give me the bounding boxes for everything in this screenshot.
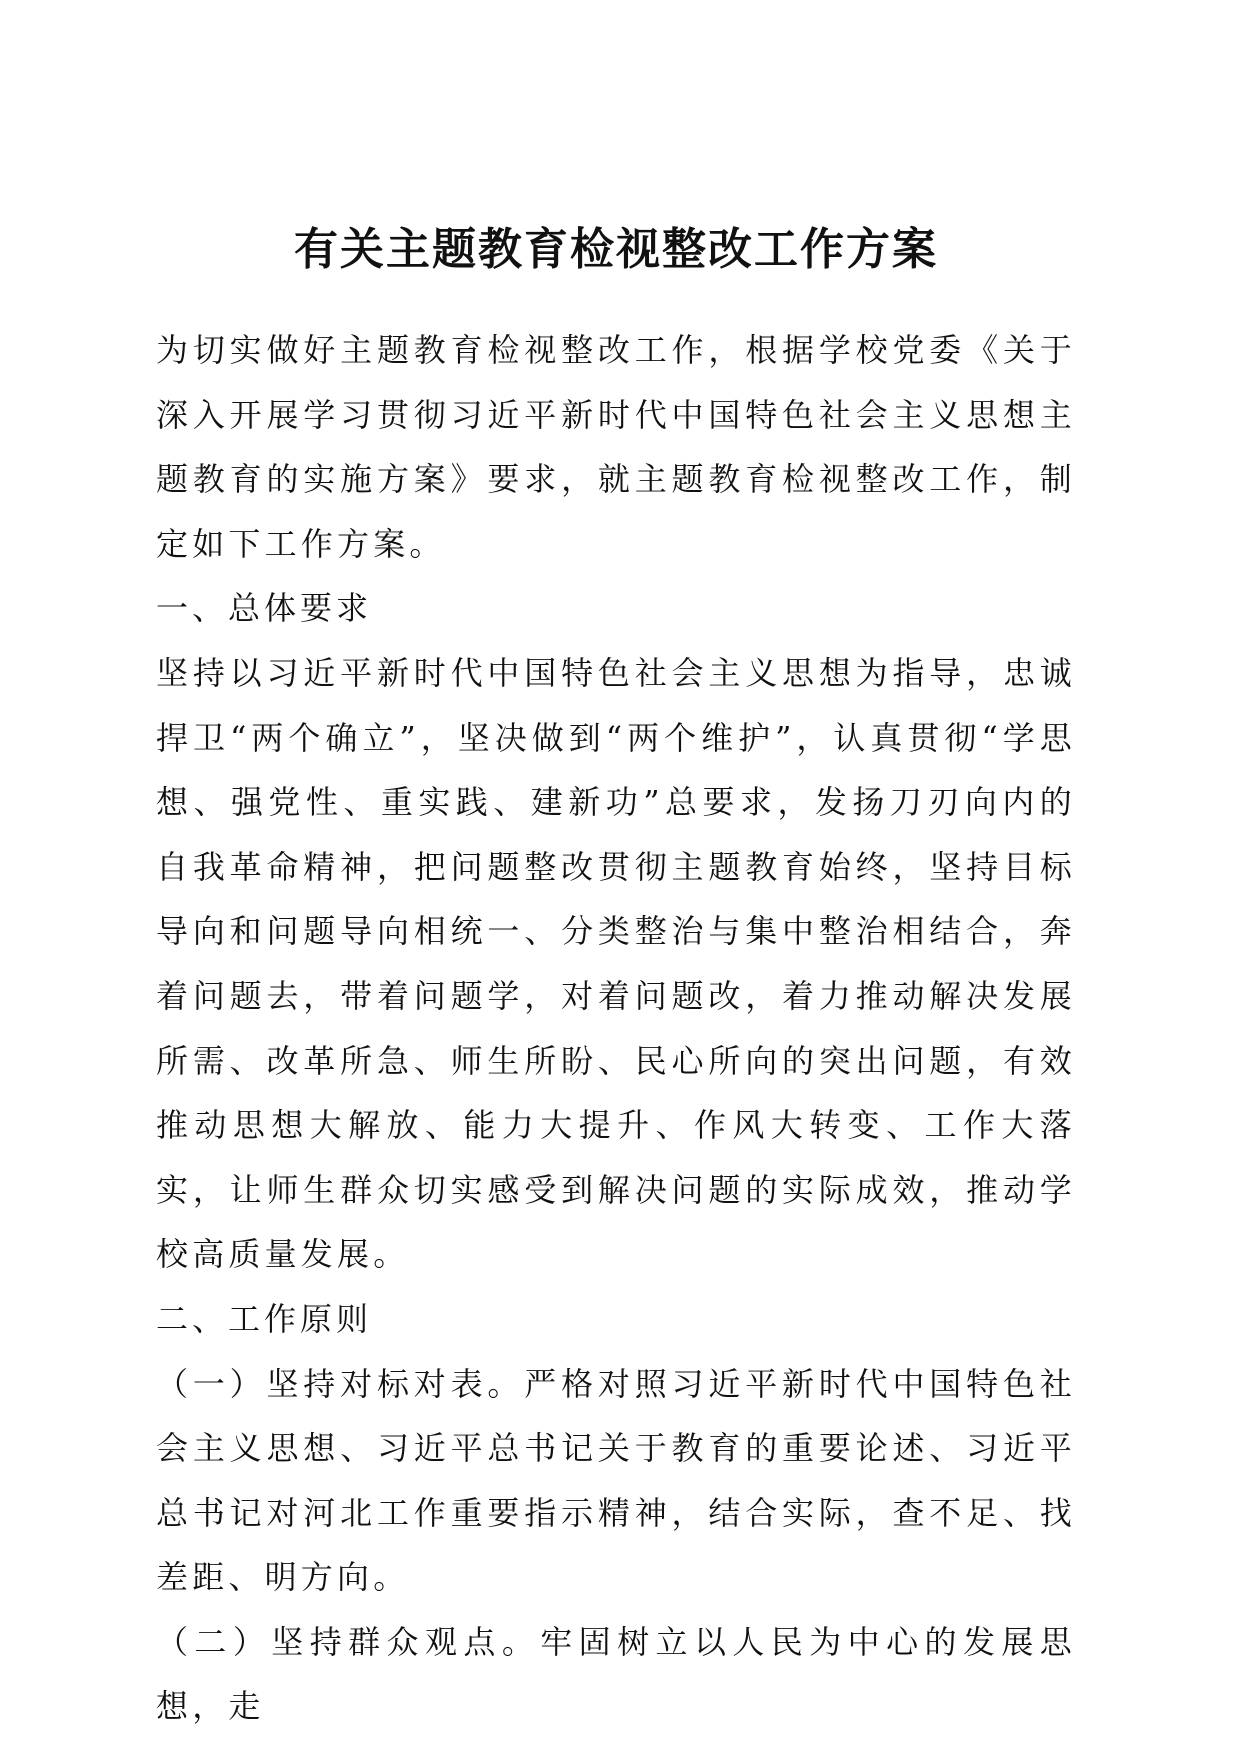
document-page	[156, 0, 1076, 1754]
section-1-paragraph: 坚持以习近平新时代中国特色社会主义思想为指导，忠诚捍卫“两个确立”，坚决做到“两个维护”，认真贯彻“学思想、强党性、重实践、建新功”总要求，发扬刀刃向内的自我革命精神，把问题整改贯彻主题教育始终，坚持目标导向和问题导向相统一、分类整治与集中整治相结合，奔着问题去，带着问题学，对着问题改，着力推动解决发展所需、改革所急、师生所盼、民心所向的突出问题，有效推动思想大解放、能力大提升、作风大转变、工作大落实，让师生群众切实感受到解决问题的实际成效，推动学校高质量发展。	[156, 653, 1076, 1274]
section-2-item-2: （二）坚持群众观点。牢固树立以人民为中心的发展思想，走	[156, 1622, 1076, 1726]
document-body	[156, 318, 1076, 1739]
section-2-heading: 二、工作原则	[156, 1299, 373, 1338]
document-title: 有关主题教育检视整改工作方案	[294, 224, 938, 275]
intro-paragraph: 为切实做好主题教育检视整改工作，根据学校党委《关于深入开展学习贯彻习近平新时代中国特色社会主义思想主题教育的实施方案》要求，就主题教育检视整改工作，制定如下工作方案。	[156, 331, 1076, 563]
section-1-heading: 一、总体要求	[156, 589, 373, 628]
section-2-item-1: （一）坚持对标对表。严格对照习近平新时代中国特色社会主义思想、习近平总书记关于教育的重要论述、习近平总书记对河北工作重要指示精神，结合实际，查不足、找差距、明方向。	[156, 1364, 1076, 1597]
